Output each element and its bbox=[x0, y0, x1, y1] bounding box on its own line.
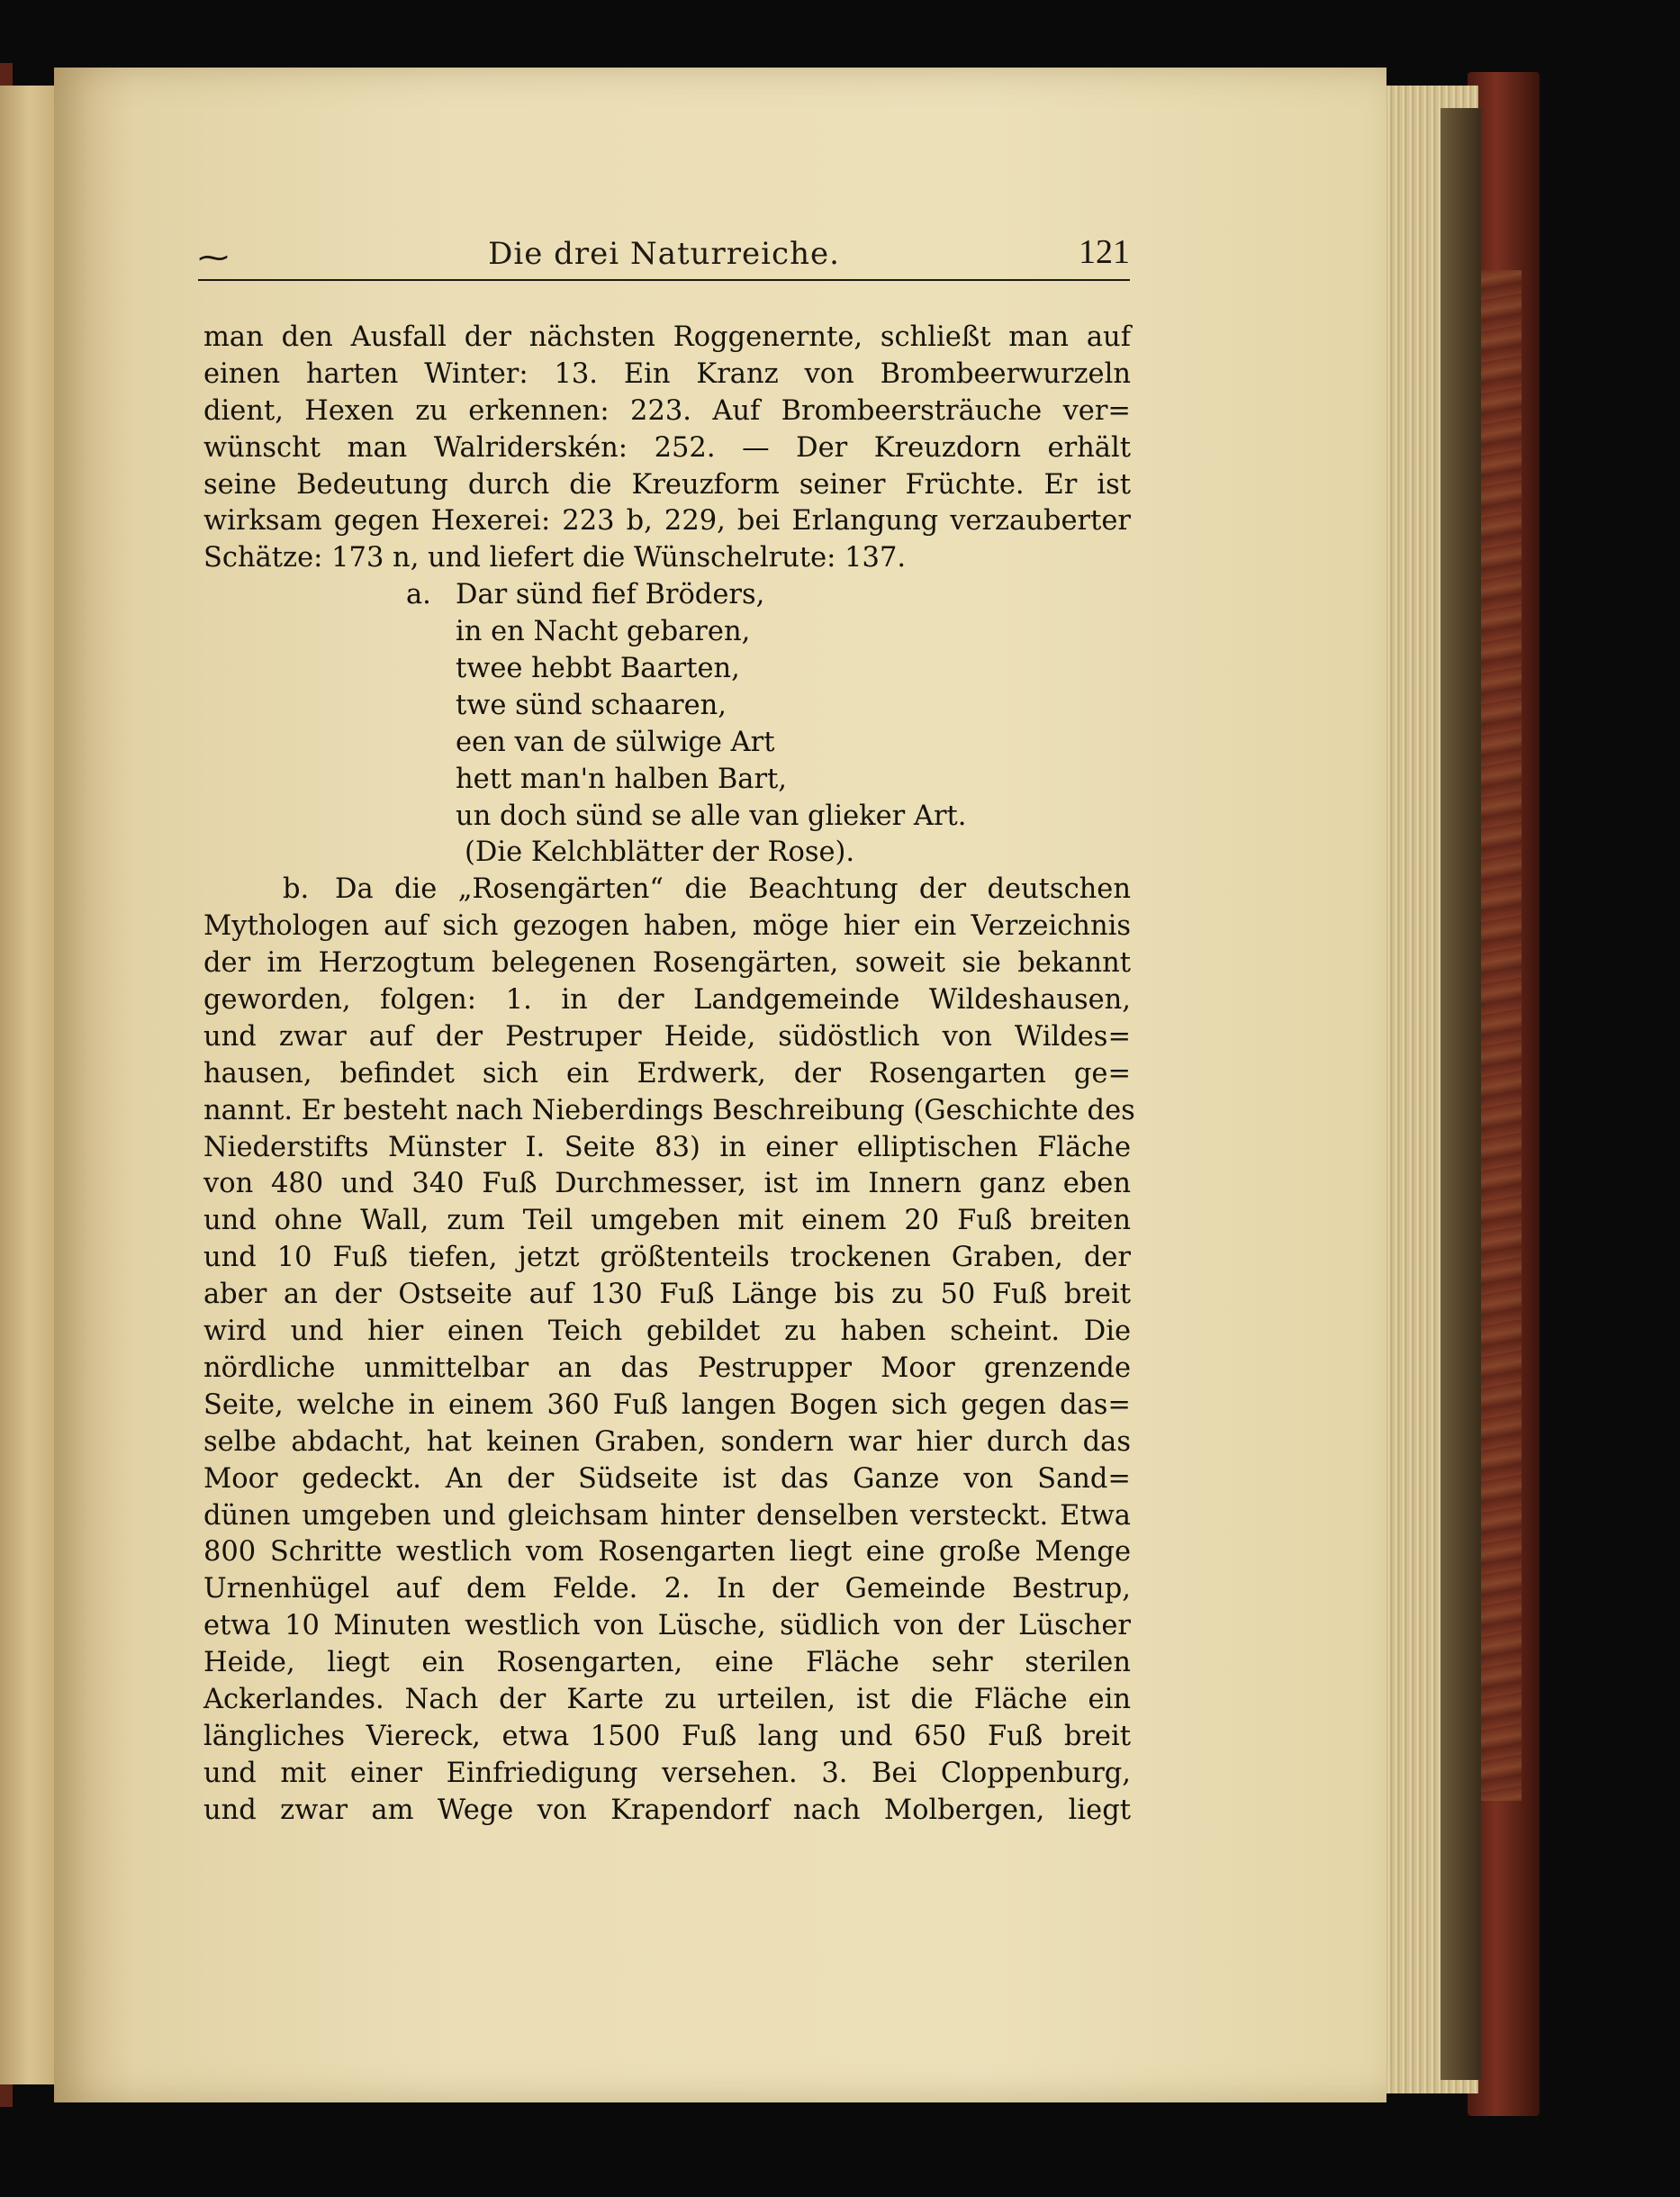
verse-line: in en Nacht gebaren, bbox=[456, 616, 751, 648]
text-line: einen harten Winter: 13. Ein Kranz von Brombeerwurzeln bbox=[203, 357, 1131, 390]
text-line: Seite, welche in einem 360 Fuß langen Bogen sich gegen das= bbox=[203, 1388, 1131, 1421]
page-number: 121 bbox=[1079, 233, 1130, 271]
text-line: von 480 und 340 Fuß Durchmesser, ist im Innern ganz eben bbox=[203, 1168, 1131, 1200]
text-line: und 10 Fuß tiefen, jetzt größtenteils trockenen Graben, der bbox=[203, 1242, 1131, 1274]
text-line: und mit einer Einfriedigung versehen. 3. Bei Cloppenburg, bbox=[203, 1757, 1131, 1789]
running-header bbox=[198, 225, 1130, 281]
verse-text: Dar sünd fief Bröders, bbox=[456, 579, 765, 611]
text-line: dient, Hexen zu erkennen: 223. Auf Brombeersträuche ver= bbox=[203, 394, 1131, 427]
text-line: wirksam gegen Hexerei: 223 b, 229, bei Erlangung verzauberter bbox=[203, 505, 1131, 538]
text-line: wird und hier einen Teich gebildet zu haben scheint. Die bbox=[203, 1315, 1131, 1348]
text-line: aber an der Ostseite auf 130 Fuß Länge bis zu 50 Fuß breit bbox=[203, 1279, 1131, 1311]
text-line: wünscht man Walriderskén: 252. — Der Kreuzdorn erhält bbox=[203, 431, 1131, 464]
text-line bbox=[203, 872, 1131, 909]
page-body bbox=[203, 320, 1135, 1830]
text-line: Moor gedeckt. An der Südseite ist das Ganze von Sand= bbox=[203, 1462, 1131, 1495]
text-line: dünen umgeben und gleichsam hinter denselben versteckt. Etwa bbox=[203, 1499, 1131, 1532]
text-line: Niederstifts Münster I. Seite 83) in einer elliptischen Fläche bbox=[203, 1131, 1131, 1163]
text-line: Mythologen auf sich gezogen haben, möge hier ein Verzeichnis bbox=[203, 910, 1131, 943]
text-line: und zwar auf der Pestruper Heide, südöstlich von Wildes= bbox=[203, 1020, 1131, 1053]
text-line: geworden, folgen: 1. in der Landgemeinde Wildeshausen, bbox=[203, 984, 1131, 1017]
verse-block bbox=[203, 577, 1131, 872]
text-line: längliches Viereck, etwa 1500 Fuß lang und 650 Fuß breit bbox=[203, 1720, 1131, 1752]
text-line: Ackerlandes. Nach der Karte zu urteilen, ist die Fläche ein bbox=[203, 1683, 1131, 1715]
text-line: Heide, liegt ein Rosengarten, eine Fläche sehr sterilen bbox=[203, 1647, 1131, 1679]
paragraph-1 bbox=[203, 320, 1131, 577]
text-line: nannt. Er besteht nach Nieberdings Beschreibung (Geschichte des bbox=[203, 1094, 1135, 1126]
text-line: Urnenhügel auf dem Felde. 2. In der Gemeinde Bestrup, bbox=[203, 1573, 1131, 1605]
text-line: etwa 10 Minuten westlich von Lüsche, südlich von der Lüscher bbox=[203, 1610, 1131, 1642]
ornament-icon: ⁓ bbox=[198, 240, 229, 276]
verse-line: hett man'n halben Bart, bbox=[456, 763, 787, 795]
text-line: selbe abdacht, hat keinen Graben, sondern war hier durch das bbox=[203, 1425, 1131, 1458]
verse-line: een van de sülwige Art bbox=[456, 726, 775, 758]
text-line: man den Ausfall der nächsten Roggenernte, schließt man auf bbox=[203, 321, 1131, 353]
page-edge-shadow bbox=[1441, 108, 1481, 2080]
text-line: der im Herzogtum belegenen Rosengärten, soweit sie bekannt bbox=[203, 947, 1131, 980]
left-page-edge bbox=[0, 86, 56, 2084]
text-line: Schätze: 173 n, und liefert die Wünschelrute: 137. bbox=[203, 542, 907, 574]
text-line: nördliche unmittelbar an das Pestrupper Moor grenzende bbox=[203, 1352, 1131, 1384]
text-line: und zwar am Wege von Krapendorf nach Molbergen, liegt bbox=[203, 1794, 1131, 1826]
verse-line: twe sünd schaaren, bbox=[456, 689, 727, 721]
text-span: Da die „Rosengärten“ die Beachtung der deutschen bbox=[335, 873, 1131, 906]
verse-label: a. bbox=[406, 579, 431, 611]
text-line: seine Bedeutung durch die Kreuzform seiner Früchte. Er ist bbox=[203, 468, 1131, 501]
text-line: hausen, befindet sich ein Erdwerk, der Rosengarten ge= bbox=[203, 1057, 1131, 1089]
verse-caption: (Die Kelchblätter der Rose). bbox=[465, 836, 855, 869]
text-line: 800 Schritte westlich vom Rosengarten liegt eine große Menge bbox=[203, 1536, 1131, 1569]
text-line: und ohne Wall, zum Teil umgeben mit einem 20 Fuß breiten bbox=[203, 1205, 1131, 1237]
verse-line: un doch sünd se alle van glieker Art. bbox=[456, 800, 967, 832]
paragraph-label: b. bbox=[283, 873, 310, 906]
verse-line: twee hebbt Baarten, bbox=[456, 653, 740, 685]
paragraph-2 bbox=[203, 872, 1135, 1829]
page-title: Die drei Naturreiche. bbox=[488, 236, 840, 272]
verse-line bbox=[203, 577, 1131, 614]
marbled-cover-pattern bbox=[1477, 270, 1522, 1801]
